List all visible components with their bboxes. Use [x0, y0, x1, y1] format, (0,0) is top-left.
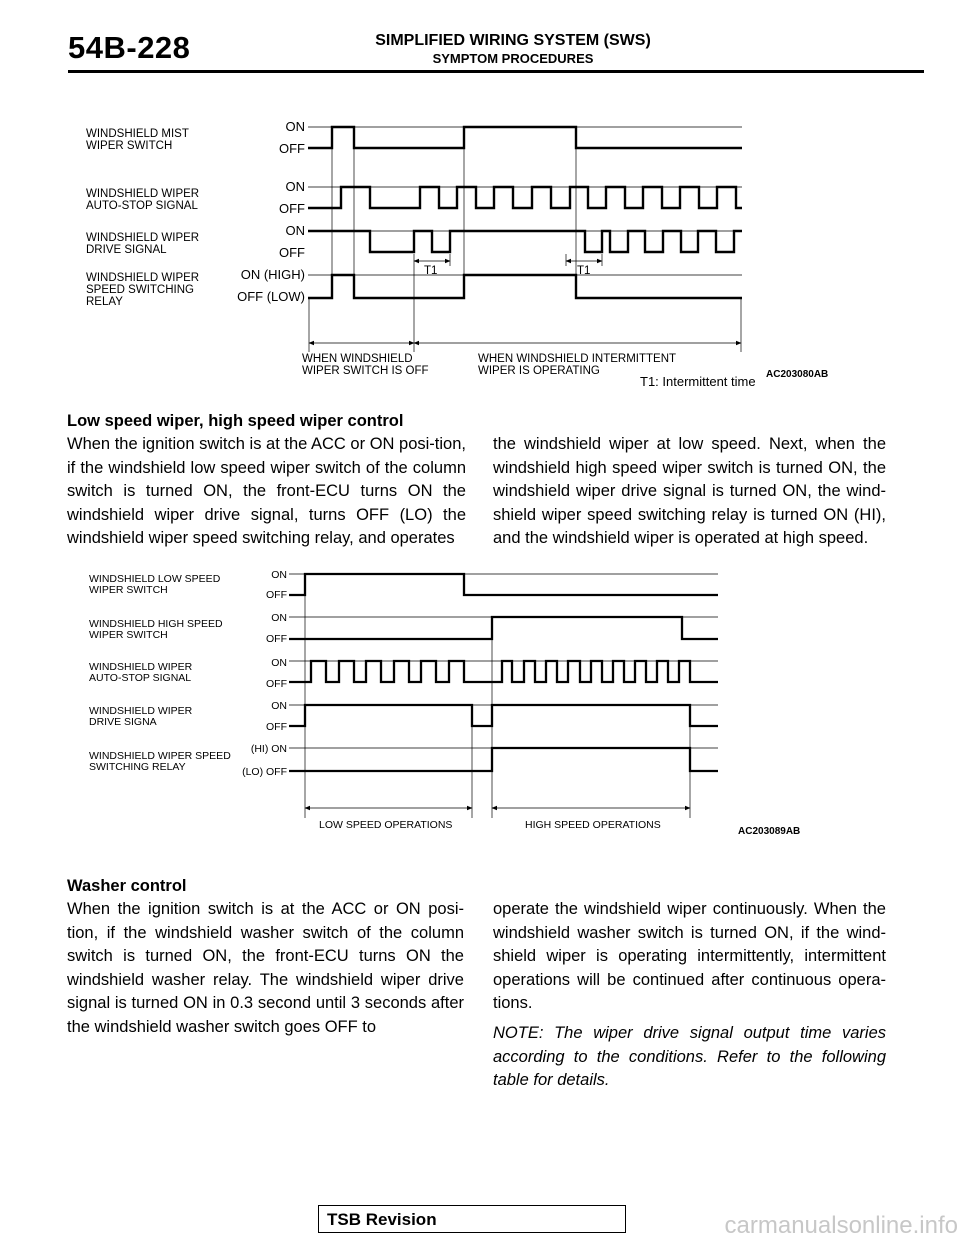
f2-off-label: OFF: [266, 633, 287, 645]
header-subtitle: SYMPTOM PROCEDURES: [432, 51, 594, 66]
f2-off-label: (LO) OFF: [242, 766, 287, 778]
body-text-right: operate the windshield wiper continuously. When the windshield washer switch is turned ON, if the wind-shield wiper is operating intermittently, intermittent operations will be continued after continuous opera-tions.: [493, 900, 886, 1013]
t1-label: T1: [424, 265, 438, 277]
watermark: carmanualsonline.info: [724, 1212, 958, 1239]
f1-signal-label: WIPER SWITCH: [86, 140, 173, 152]
f1-on-label: ON (HIGH): [240, 267, 305, 282]
timing-diagram-low-high-speed: [0, 560, 960, 840]
f2-signal-label: WINDSHIELD WIPER: [89, 661, 193, 673]
f2-off-label: OFF: [266, 589, 287, 601]
f2-phase-label: LOW SPEED OPERATIONS: [319, 819, 453, 831]
header-titles: [313, 32, 713, 66]
f2-signal-label: WIPER SWITCH: [89, 584, 168, 596]
figure-id: AC203080AB: [766, 369, 829, 380]
f2-off-label: OFF: [266, 721, 287, 733]
body-text-left: When the ignition switch is at the ACC or ON posi-tion, if the windshield washer switch of the column switch is turned ON, the front-ECU turns ON the windshield washer relay. The windshield wiper drive signal is turned ON in 0.3 second until 3 seconds after the windshield washer switch goes OFF to: [67, 900, 464, 1036]
f1-signal-label: WINDSHIELD WIPER: [86, 232, 200, 244]
t1-label: T1: [577, 265, 591, 277]
f2-signal-label: WINDSHIELD WIPER SPEED: [89, 750, 231, 762]
f1-off-label: OFF: [279, 141, 305, 156]
f1-on-label: ON: [285, 119, 305, 134]
f1-on-label: ON: [285, 179, 305, 194]
f2-signal-label: WINDSHIELD HIGH SPEED: [89, 618, 223, 630]
figure-id: AC203089AB: [738, 826, 801, 837]
page-number: 54B-228: [68, 30, 191, 65]
f1-signal-label: RELAY: [86, 296, 123, 308]
f1-signal-label: AUTO-STOP SIGNAL: [86, 200, 198, 212]
f2-signal-label: WIPER SWITCH: [89, 629, 168, 641]
tsb-revision-box: TSB Revision: [318, 1205, 626, 1233]
f2-signal-label: WINDSHIELD WIPER: [89, 705, 193, 717]
section-title: Low speed wiper, high speed wiper control: [67, 412, 404, 430]
f1-phase-label: WIPER SWITCH IS OFF: [302, 365, 429, 377]
f2-off-label: OFF: [266, 678, 287, 690]
section-title: Washer control: [67, 877, 187, 895]
body-text-left: When the ignition switch is at the ACC or ON posi-tion, if the windshield low speed wiper switch of the column switch is turned ON, the front-ECU turns ON the windshield wiper drive signal, turns OFF (LO) the windshield wiper speed switching relay, and operates: [67, 435, 466, 548]
body-text-right: the windshield wiper at low speed. Next, when the windshield high speed wiper switch is turned ON, the windshield wiper drive signal is turned ON, the wind-shield wiper speed switching relay is turned ON (HI), and the windshield wiper is operated at high speed.: [493, 435, 886, 548]
f2-signal-label: AUTO-STOP SIGNAL: [89, 672, 192, 684]
header-title: SIMPLIFIED WIRING SYSTEM (SWS): [375, 32, 651, 49]
f1-phase-label: WIPER IS OPERATING: [478, 365, 600, 377]
f1-off-label: OFF: [279, 245, 305, 260]
body-text-right-block: [493, 898, 886, 1093]
header-rule: [68, 70, 924, 73]
f2-signal-label: SWITCHING RELAY: [89, 761, 186, 773]
f1-phase-label: WHEN WINDSHIELD: [302, 353, 413, 365]
f1-on-label: ON: [285, 223, 305, 238]
timing-diagram-intermittent: [0, 100, 960, 390]
f1-off-label: OFF (LOW): [237, 289, 305, 304]
f1-phase-label: WHEN WINDSHIELD INTERMITTENT: [478, 353, 677, 365]
f1-signal-label: WINDSHIELD WIPER: [86, 272, 200, 284]
f2-on-label: (HI) ON: [250, 743, 287, 755]
page-header: [68, 30, 920, 74]
f2-on-label: ON: [271, 657, 287, 669]
f1-signal-label: SPEED SWITCHING: [86, 284, 194, 296]
f1-signal-label: WINDSHIELD WIPER: [86, 188, 200, 200]
t1-legend: T1: Intermittent time: [640, 374, 756, 389]
f1-off-label: OFF: [279, 201, 305, 216]
f2-signal-label: WINDSHIELD LOW SPEED: [89, 573, 221, 585]
f2-signal-label: DRIVE SIGNA: [89, 716, 157, 728]
f2-on-label: ON: [271, 700, 287, 712]
f2-on-label: ON: [271, 612, 287, 624]
f2-phase-label: HIGH SPEED OPERATIONS: [525, 819, 661, 831]
f1-signal-label: WINDSHIELD MIST: [86, 128, 189, 140]
f1-signal-label: DRIVE SIGNAL: [86, 244, 167, 256]
f2-on-label: ON: [271, 569, 287, 581]
note-text: NOTE: The wiper drive signal output time varies according to the conditions. Refer to the following table for details.: [493, 1023, 886, 1090]
